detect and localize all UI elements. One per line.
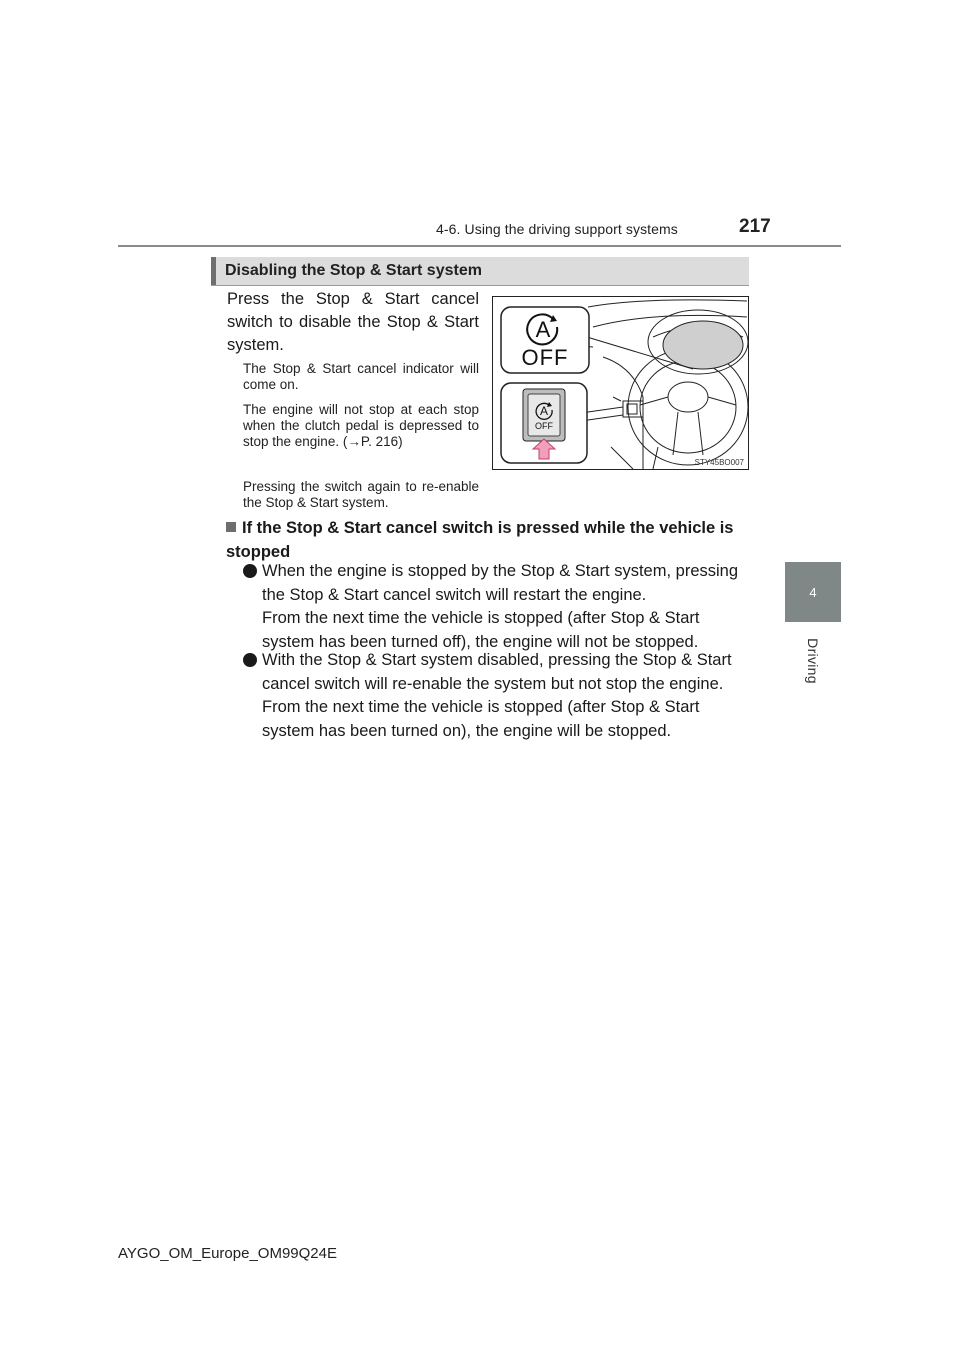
bullet-text: With the Stop & Start system disabled, pressing the Stop & Start cancel switch will re-enable the system but not stop the engine. (262, 651, 732, 693)
note-reenable: Pressing the switch again to re-enable the Stop & Start system. (243, 479, 479, 510)
chapter-tab-label (798, 636, 828, 686)
header-divider (118, 245, 841, 247)
page-number: 217 (739, 216, 771, 237)
bullet-detail: From the next time the vehicle is stopped (after Stop & Start system has been turned on), the engine will be stopped. (262, 698, 700, 740)
section-heading: Disabling the Stop & Start system (225, 262, 482, 279)
bullet-detail: From the next time the vehicle is stopped (after Stop & Start system has been turned off), the engine will not be stopped. (262, 609, 700, 651)
indicator-off-label: OFF (521, 345, 569, 370)
figure-code: STY45BO007 (694, 458, 744, 467)
list-item (243, 649, 748, 743)
square-bullet-icon (226, 522, 236, 532)
bullet-text: When the engine is stopped by the Stop & Start system, pressing the Stop & Start cancel switch will restart the engine. (262, 562, 739, 604)
bullet-dot-icon (243, 653, 257, 667)
indicator-letter: A (535, 317, 551, 342)
running-header: 4-6. Using the driving support systems (436, 221, 678, 237)
dashboard-illustration (492, 296, 749, 470)
switch-off-label: OFF (535, 421, 553, 431)
note-engine: The engine will not stop at each stop when the clutch pedal is depressed to stop the engine. (→P. 216) (243, 402, 479, 449)
section-heading-marker (211, 257, 216, 285)
section-intro: Press the Stop & Start cancel switch to disable the Stop & Start system. (227, 290, 479, 354)
subsection-heading (226, 516, 748, 564)
bullet-dot-icon (243, 564, 257, 578)
switch-letter: A (539, 404, 548, 418)
footer-doc-code: AYGO_OM_Europe_OM99Q24E (118, 1245, 337, 1262)
chapter-label-text: Driving (805, 638, 822, 684)
list-item (243, 560, 748, 654)
subsection-heading-text: If the Stop & Start cancel switch is pressed while the vehicle is stopped (226, 519, 734, 561)
note-indicator: The Stop & Start cancel indicator will come on. (243, 361, 479, 392)
stop-start-cancel-switch-icon (533, 401, 555, 423)
section-heading-bar (211, 257, 749, 286)
chapter-tab-number: 4 (785, 562, 841, 622)
